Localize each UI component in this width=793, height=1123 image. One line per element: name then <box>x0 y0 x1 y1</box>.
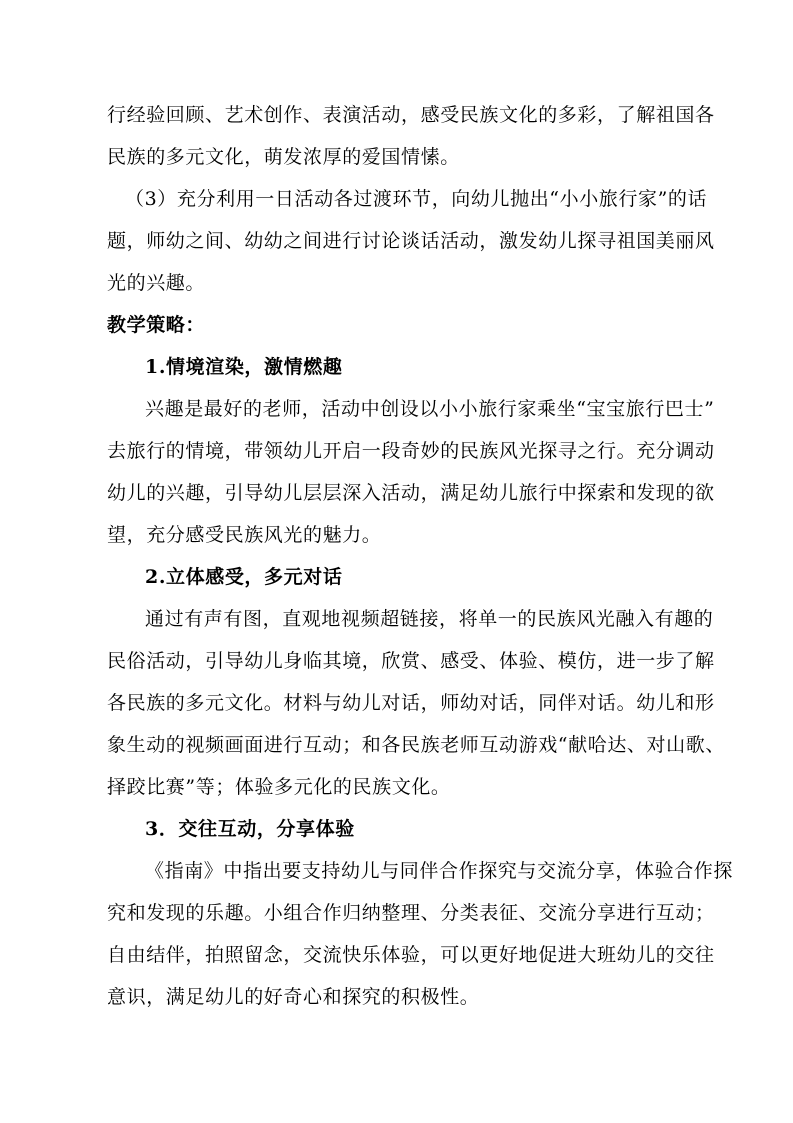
paragraph-line: 自由结伴，拍照留念，交流快乐体验，可以更好地促进大班幼儿的交往 <box>107 944 715 966</box>
paragraph-line: 意识，满足幼儿的好奇心和探究的积极性。 <box>107 986 480 1008</box>
paragraph-line: 去旅行的情境，带领幼儿开启一段奇妙的民族风光探寻之行。充分调动 <box>107 440 715 462</box>
paragraph-line: 究和发现的乐趣。小组合作归纳整理、分类表征、交流分享进行互动； <box>107 902 715 924</box>
paragraph-line: 通过有声有图，直观地视频超链接，将单一的民族风光融入有趣的 <box>145 608 714 630</box>
subsection-heading: 2.立体感受，多元对话 <box>145 566 343 588</box>
paragraph-line: 择跤比赛”等；体验多元化的民族文化。 <box>107 776 451 798</box>
paragraph-line: 光的兴趣。 <box>107 272 206 294</box>
paragraph-line: 行经验回顾、艺术创作、表演活动，感受民族文化的多彩，了解祖国各 <box>107 104 715 126</box>
paragraph-line: 象生动的视频画面进行互动；和各民族老师互动游戏“献哈达、对山歌、 <box>107 734 725 756</box>
paragraph-line: 各民族的多元文化。材料与幼儿对话，师幼对话，同伴对话。幼儿和形 <box>107 692 715 714</box>
paragraph-line: 民族的多元文化，萌发浓厚的爱国情愫。 <box>107 146 460 168</box>
paragraph-line: 幼儿的兴趣，引导幼儿层层深入活动，满足幼儿旅行中探索和发现的欲 <box>107 482 715 504</box>
paragraph-line: 民俗活动，引导幼儿身临其境，欣赏、感受、体验、模仿，进一步了解 <box>107 650 715 672</box>
paragraph-line: 题，师幼之间、幼幼之间进行讨论谈话活动，激发幼儿探寻祖国美丽风 <box>107 230 715 252</box>
paragraph-line: 望，充分感受民族风光的魅力。 <box>107 524 382 546</box>
paragraph-line: 《指南》中指出要支持幼儿与同伴合作探究与交流分享，体验合作探 <box>145 860 734 882</box>
subsection-heading: 3．交往互动，分享体验 <box>145 818 355 840</box>
subsection-heading: 1.情境渲染，激情燃趣 <box>145 356 343 378</box>
section-heading: 教学策略： <box>107 314 206 336</box>
paragraph-line: 兴趣是最好的老师，活动中创设以小小旅行家乘坐“宝宝旅行巴士” <box>145 398 715 420</box>
paragraph-line: （3）充分利用一日活动各过渡环节，向幼儿抛出“小小旅行家”的话 <box>125 188 708 210</box>
